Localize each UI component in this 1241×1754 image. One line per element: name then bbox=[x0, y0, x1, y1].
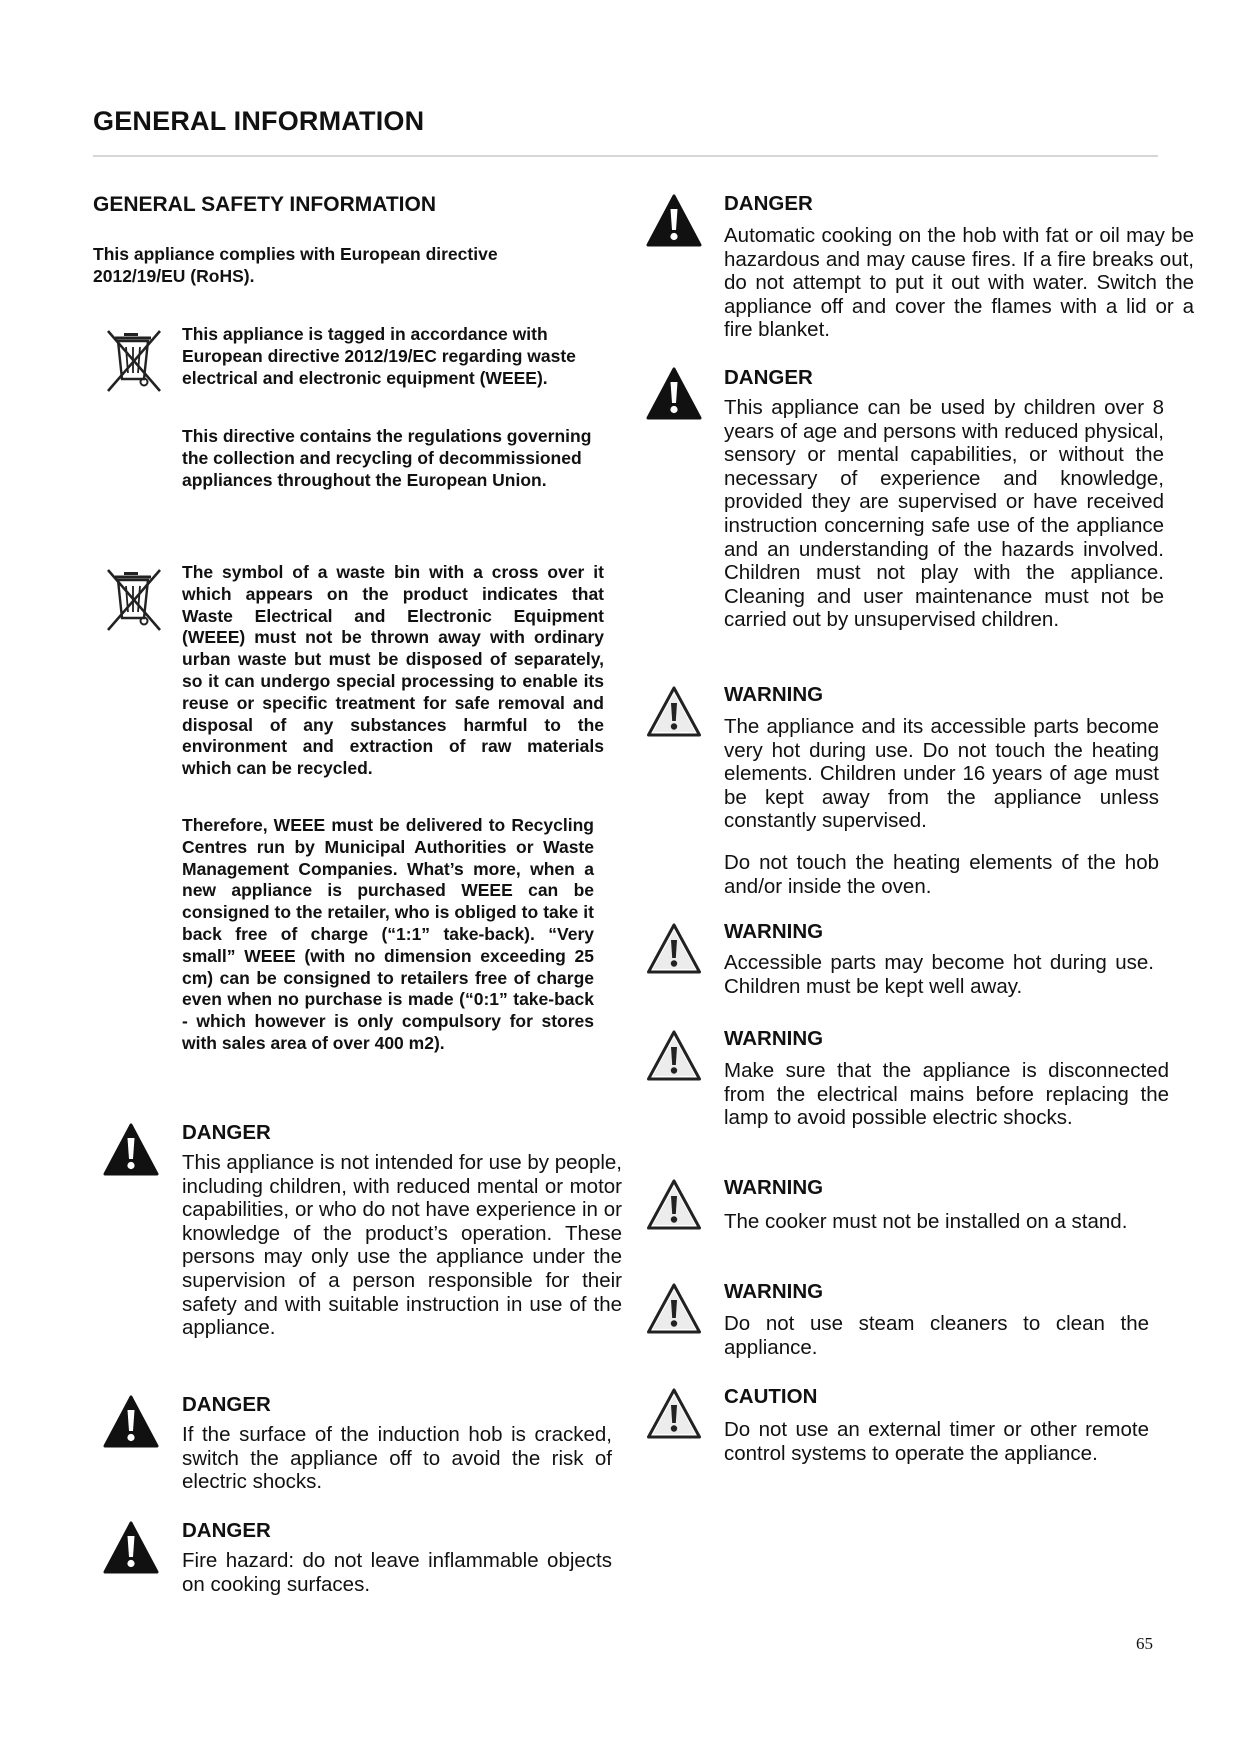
danger-filled-triangle-icon bbox=[103, 1122, 159, 1178]
notice-heading: DANGER bbox=[724, 192, 813, 215]
notice-heading: DANGER bbox=[182, 1393, 271, 1416]
danger-filled-triangle-icon bbox=[103, 1394, 159, 1450]
notice-heading: WARNING bbox=[724, 1176, 824, 1199]
notice-text: Accessible parts may become hot during use. Children must be kept well away. bbox=[724, 951, 1154, 998]
section-title: GENERAL SAFETY INFORMATION bbox=[93, 193, 437, 216]
notice-heading: DANGER bbox=[182, 1121, 271, 1144]
notice-heading: WARNING bbox=[724, 1280, 824, 1303]
notice-text: Do not use an external timer or other remote control systems to operate the appliance. bbox=[724, 1418, 1149, 1465]
notice-text-secondary: Do not touch the heating elements of the hob and/or inside the oven. bbox=[724, 851, 1159, 898]
crossed-out-wheelie-bin-icon bbox=[104, 327, 164, 395]
notice-heading: WARNING bbox=[724, 920, 824, 943]
notice-text: This appliance is not intended for use by people, including children, with reduced mental or motor capabilities, or who do not have experience in or knowledge of the product’s operation. These persons may only use the appliance under the supervision of a person responsible for their safety and with suitable instruction in use of the appliance. bbox=[182, 1151, 622, 1340]
page-number: 65 bbox=[1136, 1634, 1153, 1653]
notice-text: Do not use steam cleaners to clean the appliance. bbox=[724, 1312, 1149, 1359]
rohs-compliance-text: This appliance complies with European directive 2012/19/EU (RoHS). bbox=[93, 244, 498, 286]
notice-text: If the surface of the induction hob is cracked, switch the appliance off to avoid the risk of electric shocks. bbox=[182, 1423, 612, 1494]
warning-outline-triangle-icon bbox=[646, 684, 702, 740]
notice-text: Fire hazard: do not leave inflammable objects on cooking surfaces. bbox=[182, 1549, 612, 1596]
crossed-out-wheelie-bin-icon bbox=[104, 566, 164, 634]
danger-filled-triangle-icon bbox=[646, 366, 702, 422]
notice-heading: WARNING bbox=[724, 683, 824, 706]
notice-text: The appliance and its accessible parts become very hot during use. Do not touch the heating elements. Children under 16 years of age must be kept away from the appliance unless constantly supervised. bbox=[724, 715, 1159, 833]
header-divider bbox=[93, 155, 1158, 157]
weee-directive-text: This directive contains the regulations governing the collection and recycling of decommissioned appliances throughout the European Union. bbox=[182, 426, 592, 490]
notice-heading: DANGER bbox=[182, 1519, 271, 1542]
left-column bbox=[93, 193, 613, 288]
caution-outline-triangle-icon bbox=[646, 1386, 702, 1442]
weee-tagging-text: This appliance is tagged in accordance with European directive 2012/19/EC regarding waste electrical and electronic equipment (WEEE). bbox=[182, 324, 576, 388]
weee-symbol-text: The symbol of a waste bin with a cross over it which appears on the product indicates that Waste Electrical and Electronic Equipment (WEEE) must not be thrown away with ordinary urban waste but must be disposed of separately, so it can undergo special processing to enable its reuse or specific treatment for safe removal and disposal of any substances harmful to the environment and extraction of raw materials which can be recycled. bbox=[182, 562, 604, 779]
weee-delivery-text: Therefore, WEEE must be delivered to Recycling Centres run by Municipal Authorities or Waste Management Companies. What’s more, when a new appliance is purchased WEEE can be consigned to the retailer, who is obliged to take it back free of charge (“1:1” take-back). “Very small” WEEE (with no dimension exceeding 25 cm) can be consigned to retailers free of charge even when no purchase is made (“0:1” take-back - which however is only compulsory for stores with sales area of over 400 m2). bbox=[182, 815, 594, 1053]
notice-text: Automatic cooking on the hob with fat or oil may be hazardous and may cause fires. If a fire breaks out, do not attempt to put it out with water. Switch the appliance off and cover the flames with a lid or a fire blanket. bbox=[724, 224, 1194, 342]
warning-outline-triangle-icon bbox=[646, 1177, 702, 1233]
warning-outline-triangle-icon bbox=[646, 1281, 702, 1337]
danger-filled-triangle-icon bbox=[646, 193, 702, 249]
page-title: GENERAL INFORMATION bbox=[93, 106, 425, 136]
notice-heading: WARNING bbox=[724, 1027, 824, 1050]
danger-filled-triangle-icon bbox=[103, 1520, 159, 1576]
notice-text: The cooker must not be installed on a stand. bbox=[724, 1210, 1128, 1233]
warning-outline-triangle-icon bbox=[646, 921, 702, 977]
notice-heading: CAUTION bbox=[724, 1385, 818, 1408]
notice-text: Make sure that the appliance is disconnected from the electrical mains before replacing the lamp to avoid possible electric shocks. bbox=[724, 1059, 1169, 1130]
notice-text: This appliance can be used by children over 8 years of age and persons with reduced physical, sensory or mental capabilities, or without the necessary of experience and knowledge, provided they are supervised or have received instruction concerning safe use of the appliance and an understanding of the hazards involved. Children must not play with the appliance. Cleaning and user maintenance must not be carried out by unsupervised children. bbox=[724, 396, 1164, 632]
notice-heading: DANGER bbox=[724, 366, 813, 389]
warning-outline-triangle-icon bbox=[646, 1028, 702, 1084]
